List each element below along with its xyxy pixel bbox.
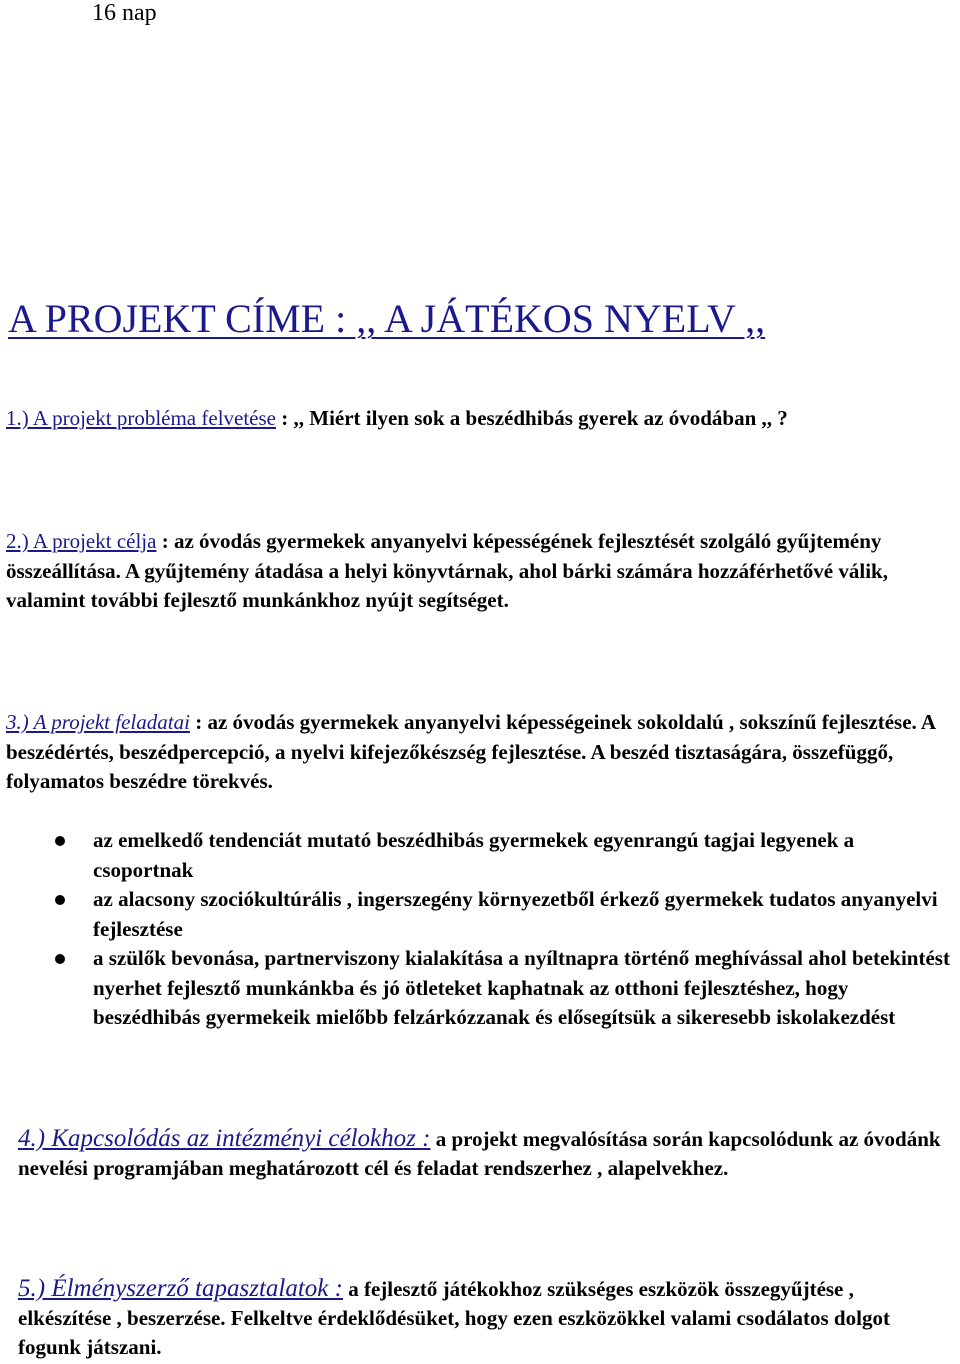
section-goal-separator: : <box>156 529 174 553</box>
section-institutional-goals-heading: 4.) Kapcsolódás az intézményi célokhoz : <box>18 1125 431 1152</box>
task-bullet-list <box>0 826 960 1033</box>
section-institutional-goals <box>18 1124 948 1183</box>
section-goal-heading: 2.) A projekt célja <box>6 529 157 553</box>
section-tasks <box>6 708 946 797</box>
section-problem-text: ,, Miért ilyen sok a beszédhibás gyerek az óvodában ,, ? <box>293 406 788 430</box>
bullet-icon <box>55 954 65 964</box>
section-tasks-separator: : <box>189 710 208 734</box>
section-problem-heading: 1.) A projekt probléma felvetése <box>6 406 276 430</box>
section-tasks-heading: 3.) A projekt feladatai <box>6 710 190 734</box>
section-goal-text: az óvodás gyermekek anyanyelvi képességének fejlesztését szolgáló gyűjtemény összeállítása. A gyűjtemény átadása a helyi könyvtárnak, ahol bárki számára hozzáférhetővé válik, valamint további fejlesztő munkánkhoz nyújt segítséget. <box>6 529 888 612</box>
project-title: A PROJEKT CÍME : ,, A JÁTÉKOS NYELV ,, <box>8 296 766 341</box>
section-problem <box>6 404 946 434</box>
page-number: 16 nap <box>92 0 157 26</box>
section-institutional-goals-text: a projekt megvalósítása során kapcsolódunk az óvodánk nevelési programjában meghatározott cél és feladat rendszerhez , alapelvekhez. <box>18 1127 941 1180</box>
list-item <box>0 944 960 1033</box>
bullet-icon <box>55 895 65 905</box>
section-experiences-heading: 5.) Élményszerző tapasztalatok : <box>18 1275 343 1302</box>
bullet-text: az emelkedő tendenciát mutató beszédhibás gyermekek egyenrangú tagjai legyenek a csoportnak <box>93 828 855 882</box>
section-goal <box>6 527 946 616</box>
list-item <box>0 826 960 885</box>
section-experiences <box>18 1274 948 1362</box>
bullet-icon <box>55 836 65 846</box>
list-item <box>0 885 960 944</box>
bullet-text: az alacsony szociókultúrális , ingerszegény környezetből érkező gyermekek tudatos anyanyelvi fejlesztése <box>93 887 938 941</box>
section-tasks-text: az óvodás gyermekek anyanyelvi képességeinek sokoldalú , sokszínű fejlesztése. A beszédértés, beszédpercepció, a nyelvi kifejezőkészség fejlesztése. A beszéd tisztaságára, összefüggő, folyamatos beszédre törekvés. <box>6 710 935 793</box>
section-experiences-text: a fejlesztő játékokhoz szükséges eszközök összegyűjtése , elkészítése , beszerzése. Felkeltve érdeklődésüket, hogy ezen eszközökkel valami csodálatos dolgot fogunk játszani. <box>18 1277 890 1359</box>
bullet-text: a szülők bevonása, partnerviszony kialakítása a nyíltnapra történő meghívással ahol betekintést nyerhet fejlesztő munkánkba és jó ötleteket kaphatnak az otthoni fejlesztéshez, hogy beszédhibás gyermekeik mielőbb felzárkózzanak és elősegítsük a sikeresebb iskolakezdést <box>93 946 950 1029</box>
section-problem-separator: : <box>276 406 294 430</box>
